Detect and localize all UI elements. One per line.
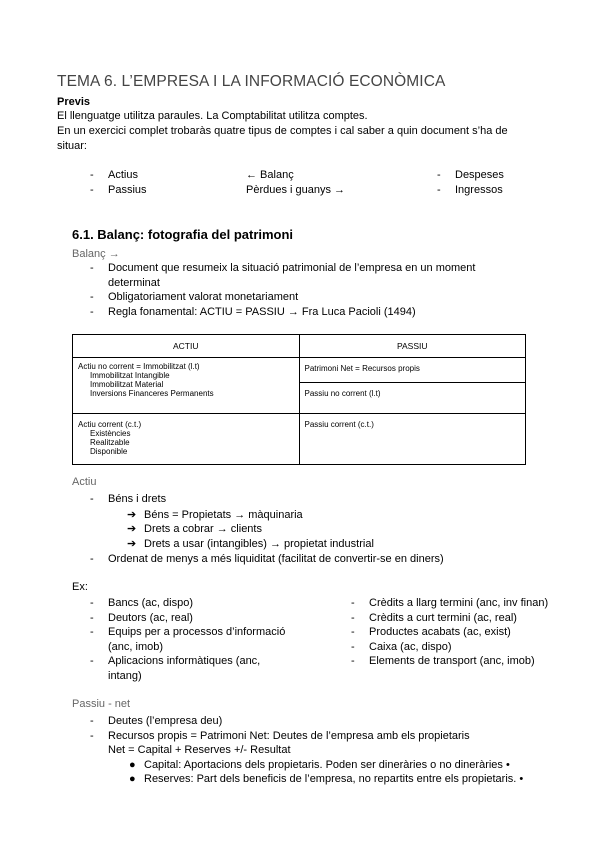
- passiu-bullet: Recursos propis = Patrimoni Net: Deutes de l’empresa amb els propietaris: [108, 730, 470, 742]
- dash-bullet-icon: -: [90, 626, 94, 638]
- dash-bullet-icon: -: [90, 553, 94, 565]
- type-despeses: Despeses: [455, 169, 504, 181]
- dash-bullet-icon: -: [90, 655, 94, 667]
- dash-bullet-icon: -: [90, 730, 94, 742]
- dash-bullet-icon: -: [90, 612, 94, 624]
- actiu-heading: Actiu: [72, 476, 97, 488]
- arrow-bullet-icon: ➔: [127, 509, 137, 521]
- ex-left-item: Aplicacions informàtiques (anc,: [108, 655, 261, 667]
- passiu-heading: Passiu - net: [72, 698, 131, 710]
- dash-bullet-icon: -: [351, 626, 355, 638]
- ac-item: Realitzable: [90, 438, 130, 447]
- dash-bullet-icon: -: [351, 597, 355, 609]
- type-ingressos: Ingressos: [455, 184, 503, 196]
- ex-right-item: Elements de transport (anc, imob): [369, 655, 535, 667]
- section-bullet: Document que resumeix la situació patrimonial de l’empresa en un moment: [108, 262, 476, 274]
- balanc-sub: Balanç →: [72, 248, 120, 260]
- anc-item: Immobilitzat Material: [90, 380, 164, 389]
- passiu-formula: Net = Capital + Reserves +/- Resultat: [108, 744, 291, 756]
- table-header-passiu: PASSIU: [299, 335, 526, 358]
- type-perdues: Pèrdues i guanys →: [246, 184, 346, 196]
- previs-p2b: situar:: [57, 140, 87, 152]
- anc-label: Actiu no corrent = Immobilitzat (l.t): [78, 362, 200, 371]
- passiu-dot-item: Reserves: Part dels beneficis de l’empresa, no repartits entre els propietaris. •: [144, 773, 524, 785]
- ac-item: Disponible: [90, 447, 128, 456]
- dash-bullet-icon: -: [437, 169, 441, 181]
- cell-passiu-corrent: Passiu corrent (c.t.): [299, 414, 526, 465]
- arrow-bullet-icon: ➔: [127, 523, 137, 535]
- dash-bullet-icon: -: [90, 291, 94, 303]
- type-actius: Actius: [108, 169, 138, 181]
- anc-item: Immobilitzat Intangible: [90, 371, 170, 380]
- dot-bullet-icon: ●: [129, 773, 136, 785]
- passiu-bullet: Deutes (l’empresa deu): [108, 715, 223, 727]
- cell-patrimoni-net: Patrimoni Net = Recursos propis: [299, 358, 526, 383]
- balance-table: [72, 334, 526, 465]
- dash-bullet-icon: -: [437, 184, 441, 196]
- dash-bullet-icon: -: [90, 169, 94, 181]
- previs-p1: El llenguatge utilitza paraules. La Comptabilitat utilitza comptes.: [57, 110, 368, 122]
- dash-bullet-icon: -: [351, 655, 355, 667]
- ex-right-item: Caixa (ac, dispo): [369, 641, 452, 653]
- actiu-arrow-item: Béns = Propietats → màquinaria: [144, 509, 303, 521]
- page-title: TEMA 6. L’EMPRESA I LA INFORMACIÓ ECONÒMICA: [57, 73, 446, 90]
- dash-bullet-icon: -: [90, 262, 94, 274]
- cell-actiu-corrent: [73, 414, 300, 465]
- ac-label: Actiu corrent (c.t.): [78, 420, 142, 429]
- dash-bullet-icon: -: [90, 597, 94, 609]
- ex-left-item-cont: (anc, imob): [108, 641, 164, 653]
- dash-bullet-icon: -: [90, 715, 94, 727]
- cell-actiu-no-corrent: [73, 358, 300, 414]
- dash-bullet-icon: -: [351, 641, 355, 653]
- dot-bullet-icon: ●: [129, 759, 136, 771]
- anc-item: Inversions Financeres Permanents: [90, 389, 214, 398]
- actiu-bullet: Béns i drets: [108, 493, 167, 505]
- actiu-bullet: Ordenat de menys a més liquiditat (facilitat de convertir-se en diners): [108, 553, 444, 565]
- dash-bullet-icon: -: [90, 493, 94, 505]
- section-bullet: Obligatoriament valorat monetariament: [108, 291, 299, 303]
- passiu-dot-item: Capital: Aportacions dels propietaris. Poden ser dineràries o no dineràries •: [144, 759, 510, 771]
- section-heading: 6.1. Balanç: fotografia del patrimoni: [72, 227, 294, 242]
- ex-heading: Ex:: [72, 581, 88, 593]
- dash-bullet-icon: -: [90, 306, 94, 318]
- actiu-arrow-item: Drets a cobrar → clients: [144, 523, 262, 535]
- ac-item: Existències: [90, 429, 131, 438]
- ex-left-item-cont: intang): [108, 670, 142, 682]
- ex-left-item: Equips per a processos d’informació: [108, 626, 286, 638]
- ex-left-item: Bancs (ac, dispo): [108, 597, 193, 609]
- cell-passiu-no-corrent: Passiu no corrent (l.t): [299, 383, 526, 414]
- ex-right-item: Crèdits a llarg termini (anc, inv finan): [369, 597, 549, 609]
- previs-p2a: En un exercici complet trobaràs quatre tipus de comptes i cal saber a quin document s’ha de: [57, 125, 508, 137]
- type-passius: Passius: [108, 184, 147, 196]
- actiu-arrow-item: Drets a usar (intangibles) → propietat industrial: [144, 538, 374, 550]
- previs-heading: Previs: [57, 96, 91, 108]
- type-balanc: ← Balanç: [246, 169, 294, 181]
- arrow-bullet-icon: ➔: [127, 538, 137, 550]
- section-bullet-cont: determinat: [108, 277, 160, 289]
- dash-bullet-icon: -: [90, 184, 94, 196]
- ex-right-item: Productes acabats (ac, exist): [369, 626, 511, 638]
- dash-bullet-icon: -: [351, 612, 355, 624]
- ex-right-item: Crèdits a curt termini (ac, real): [369, 612, 517, 624]
- table-header-actiu: ACTIU: [73, 335, 300, 358]
- section-bullet: Regla fonamental: ACTIU = PASSIU → Fra Luca Pacioli (1494): [108, 306, 416, 318]
- ex-left-item: Deutors (ac, real): [108, 612, 193, 624]
